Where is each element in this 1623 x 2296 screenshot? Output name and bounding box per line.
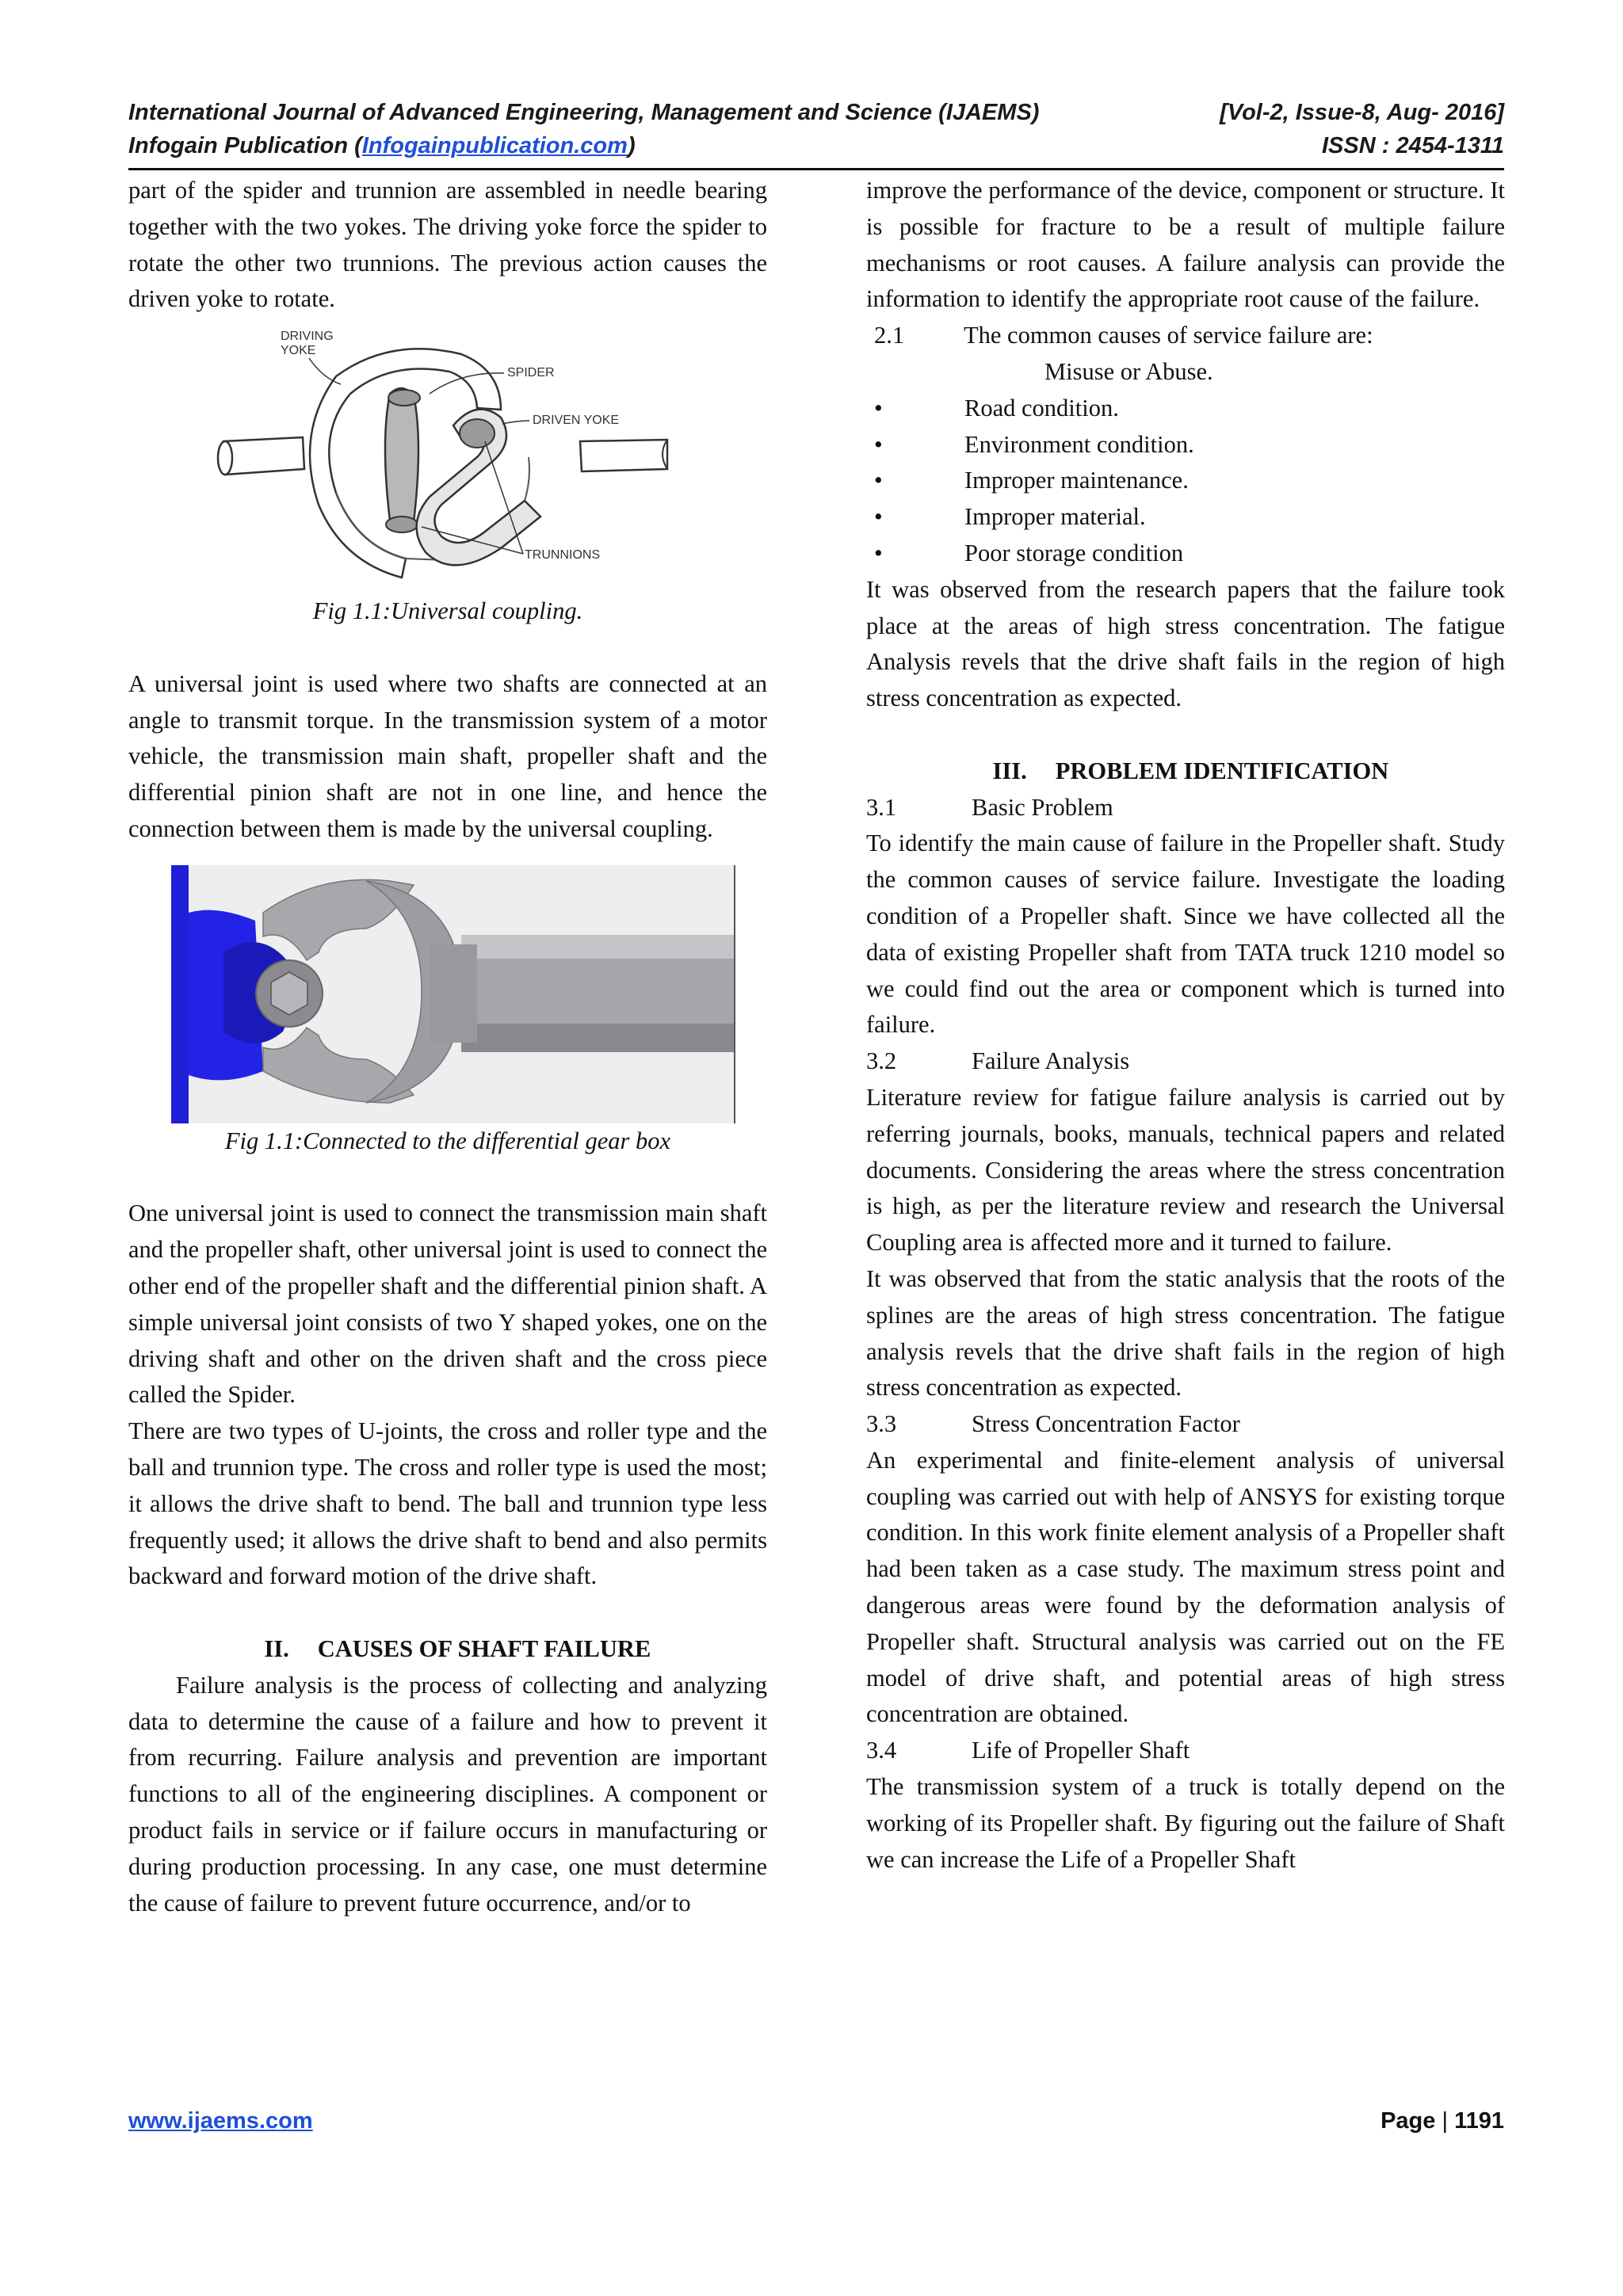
page-footer (128, 2108, 1504, 2134)
journal-title: International Journal of Advanced Engineering, Management and Science (IJAEMS) (128, 100, 1040, 125)
publisher-prefix: Infogain Publication ( (128, 133, 362, 158)
list-item: • Poor storage condition (866, 536, 1505, 572)
universal-coupling-figure (128, 322, 767, 593)
section-heading (128, 1631, 767, 1668)
paragraph: It was observed that from the static analysis that the roots of the splines are the areas of high stress concentration. The fatigue analysis revels that the drive shaft fails in the region of high stress concentration as expected. (866, 1264, 1505, 1402)
label-driven-yoke: DRIVEN YOKE (533, 414, 620, 428)
paragraph: part of the spider and trunnion are assembled in needle bearing together with the two yokes. The driving yoke force the spider to rotate the other two trunnions. The previous action causes the driven yoke to rotate. (128, 177, 767, 313)
subsection-heading: 3.4 Life of Propeller Shaft (866, 1737, 1190, 1764)
right-column (866, 173, 1505, 1878)
paragraph: improve the performance of the device, component or structure. It is possible for fracture to be a result of multiple failure mechanisms or root causes. A failure analysis can provide the information to identify the appropriate root cause of the failure. (866, 177, 1505, 313)
label-spider: SPIDER (507, 366, 555, 380)
paragraph: A universal joint is used where two shafts are connected at an angle to transmit torque. In the transmission system of a motor vehicle, the transmission main shaft, propeller shaft and the differential pinion shaft are not in one line, and hence the connection between them is made by the universal coupling. (128, 669, 767, 842)
paragraph: To identify the main cause of failure in the Propeller shaft. Study the common causes of service failure. Investigate the loading condition of a Propeller shaft. Since we have collected all the data of existing Propeller shaft from TATA truck 1210 model so we could find out the area or component which is turned into failure. (866, 830, 1505, 1039)
bullet-mark: • (874, 503, 883, 531)
list-item: • Road condition. (866, 391, 1505, 427)
list-item: • Improper maintenance. (866, 463, 1505, 499)
volume-info: [Vol-2, Issue-8, Aug- 2016] (1220, 100, 1504, 125)
propeller-shaft-render (128, 865, 767, 1123)
figure-caption: Fig 1.1:Connected to the differential gear box (224, 1127, 671, 1154)
bullet-mark: • (874, 430, 883, 458)
subsection-heading: 3.1 Basic Problem (866, 793, 1113, 821)
label-driving: DRIVING (281, 330, 334, 344)
list-number: 2.1 (874, 322, 905, 349)
section-number: III. (992, 757, 1027, 784)
paragraph: There are two types of U-joints, the cross and roller type and the ball and trunnion type. The cross and roller type is used the most; it allows the drive shaft to bend. The ball and trunnion type less frequently used; it allows the drive shaft to bend and also permits backward and forward motion of the drive shaft. (128, 1417, 767, 1590)
differential-connection-figure (128, 865, 767, 1123)
site-link[interactable]: www.ijaems.com (128, 2108, 313, 2134)
section-title: PROBLEM IDENTIFICATION (1055, 757, 1389, 784)
issn: ISSN : 2454-1311 (1322, 133, 1504, 158)
paragraph: The transmission system of a truck is totally depend on the working of its Propeller shaft. By figuring out the failure of Shaft we can increase the Life of a Propeller Shaft (866, 1773, 1505, 1873)
bullet-mark: • (874, 539, 883, 566)
bullet-mark: • (874, 394, 883, 421)
header-divider (128, 168, 1504, 170)
list-title: The common causes of service failure are: (964, 322, 1373, 349)
bullet-mark: • (874, 467, 883, 494)
publisher-suffix: ) (627, 133, 636, 158)
subsection-heading: 3.2 Failure Analysis (866, 1047, 1130, 1075)
page-number: Page | 1191 (1381, 2108, 1504, 2134)
journal-header (128, 100, 1504, 126)
paragraph: Failure analysis is the process of collecting and analyzing data to determine the cause of a failure and how to prevent it from recurring. Failure analysis and prevention are important functions to all of the engineering disciplines. A component or product fails in service or if failure occurs in manufacturing or during production processing. In any case, one must determine the cause of failure to prevent future occurrence, and/or to (128, 1671, 767, 1917)
list-item: • Improper material. (866, 499, 1505, 536)
publisher-header (128, 133, 1504, 159)
universal-coupling-diagram (128, 322, 767, 593)
list-heading (866, 318, 1505, 354)
section-number: II. (264, 1634, 289, 1662)
list-item: • Environment condition. (866, 427, 1505, 463)
section-title: CAUSES OF SHAFT FAILURE (317, 1634, 651, 1662)
subsection-heading: 3.3 Stress Concentration Factor (866, 1410, 1240, 1438)
left-column (128, 173, 767, 1921)
paragraph: Literature review for fatigue failure analysis is carried out by referring journals, books, manuals, technical papers and related documents. Considering the areas where the stress concentration is high, as per the literature review and research the Universal Coupling area is affected more and it turned to failure. (866, 1083, 1505, 1257)
paragraph: One universal joint is used to connect the transmission main shaft and the propeller shaft, other universal joint is used to connect the other end of the propeller shaft and the differential pinion shaft. A simple universal joint consists of two Y shaped yokes, one on the driving shaft and other on the driven shaft and the cross piece called the Spider. (128, 1199, 767, 1409)
label-trunnions: TRUNNIONS (525, 548, 601, 563)
paragraph: An experimental and finite-element analysis of universal coupling was carried out with help of ANSYS for existing torque condition. In this work finite element analysis of a Propeller shaft had been taken as a case study. The maximum stress point and dangerous areas were found by the deformation analysis of Propeller shaft. Structural analysis was carried out on the FE model of drive shaft, and potential areas of high stress concentration are obtained. (866, 1446, 1505, 1728)
section-heading (866, 753, 1505, 790)
paragraph: It was observed from the research papers that the failure took place at the areas of high stress concentration. The fatigue Analysis revels that the drive shaft fails in the region of high stress concentration as expected. (866, 575, 1505, 712)
label-yoke: YOKE (281, 344, 316, 358)
list-item: Misuse or Abuse. (1044, 357, 1213, 385)
figure-caption: Fig 1.1:Universal coupling. (312, 597, 583, 625)
publisher-link[interactable]: Infogainpublication.com (361, 133, 628, 158)
